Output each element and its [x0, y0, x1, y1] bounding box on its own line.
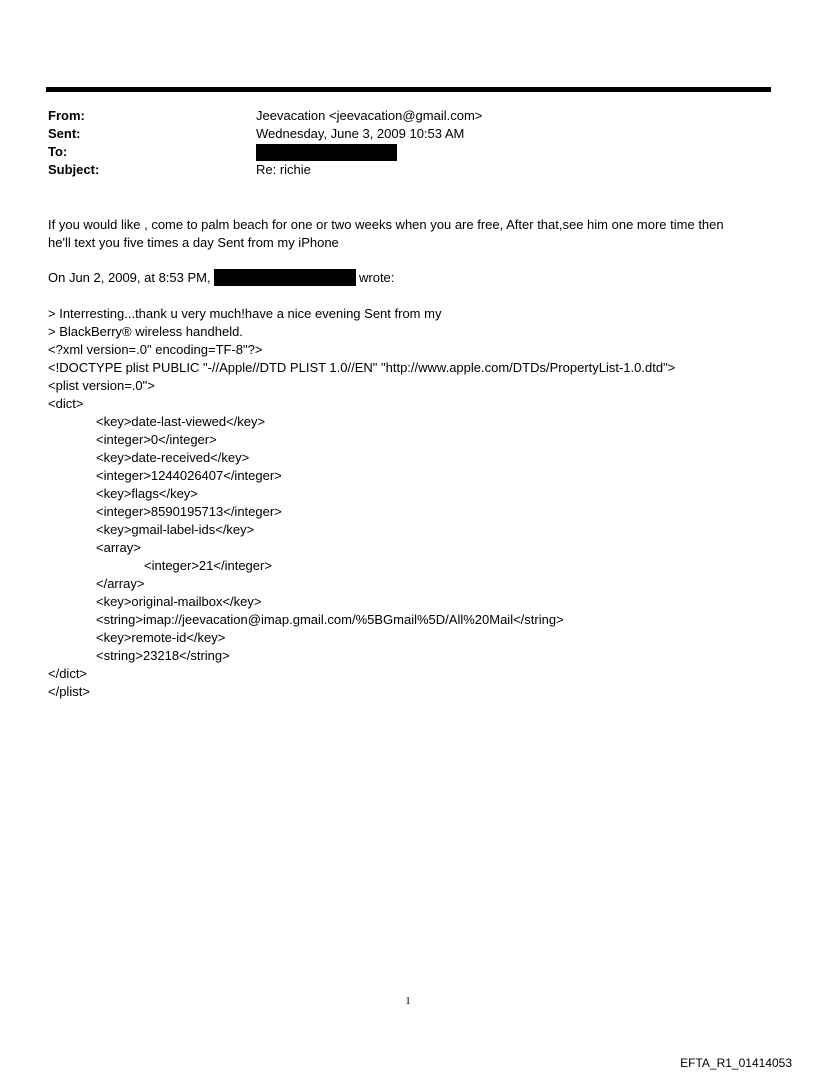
from-label: From:: [48, 108, 85, 123]
quoted-line: <!DOCTYPE plist PUBLIC "-//Apple//DTD PLIST 1.0//EN" "http://www.apple.com/DTDs/PropertyList-1.0.dtd">: [48, 360, 676, 375]
to-redaction-box: [256, 144, 397, 161]
quoted-line: <plist version=.0">: [48, 378, 155, 393]
quoted-line: <key>gmail-label-ids</key>: [96, 522, 255, 537]
quoted-line: <key>date-received</key>: [96, 450, 250, 465]
quoted-line: <integer>8590195713</integer>: [96, 504, 282, 519]
quoted-line: <?xml version=.0" encoding=TF-8"?>: [48, 342, 263, 357]
quoted-line: <key>original-mailbox</key>: [96, 594, 262, 609]
document-id: EFTA_R1_01414053: [680, 1056, 792, 1070]
sender-redaction-box: [214, 269, 356, 286]
to-label: To:: [48, 144, 68, 159]
message-line-2: he'll text you five times a day Sent from my iPhone: [48, 235, 339, 250]
subject-value: Re: richie: [256, 162, 311, 177]
quoted-line: <array>: [96, 540, 141, 555]
quoted-line: <integer>21</integer>: [144, 558, 272, 573]
quoted-line: </array>: [96, 576, 145, 591]
quote-intro-prefix: On Jun 2, 2009, at 8:53 PM,: [48, 270, 211, 285]
sent-value: Wednesday, June 3, 2009 10:53 AM: [256, 126, 465, 141]
quoted-line: <integer>0</integer>: [96, 432, 217, 447]
quoted-line: <key>date-last-viewed</key>: [96, 414, 266, 429]
from-value: Jeevacation <jeevacation@gmail.com>: [256, 108, 483, 123]
subject-label: Subject:: [48, 162, 100, 177]
quoted-line: </dict>: [48, 666, 88, 681]
header-divider-rule: [46, 87, 771, 92]
message-line-1: If you would like , come to palm beach for one or two weeks when you are free, After that,see him one more time then: [48, 217, 724, 232]
quoted-line: <key>remote-id</key>: [96, 630, 226, 645]
quoted-line: </plist>: [48, 684, 90, 699]
quoted-line: <integer>1244026407</integer>: [96, 468, 282, 483]
quoted-line: <string>imap://jeevacation@imap.gmail.com/%5BGmail%5D/All%20Mail</string>: [96, 612, 564, 627]
quoted-line: <string>23218</string>: [96, 648, 230, 663]
quoted-line: > BlackBerry® wireless handheld.: [48, 324, 243, 339]
quoted-line: <dict>: [48, 396, 84, 411]
page-number: 1: [405, 995, 411, 1007]
sent-label: Sent:: [48, 126, 81, 141]
quoted-line: > Interresting...thank u very much!have a nice evening Sent from my: [48, 306, 442, 321]
quoted-line: <key>flags</key>: [96, 486, 198, 501]
quote-intro-suffix: wrote:: [359, 270, 395, 285]
